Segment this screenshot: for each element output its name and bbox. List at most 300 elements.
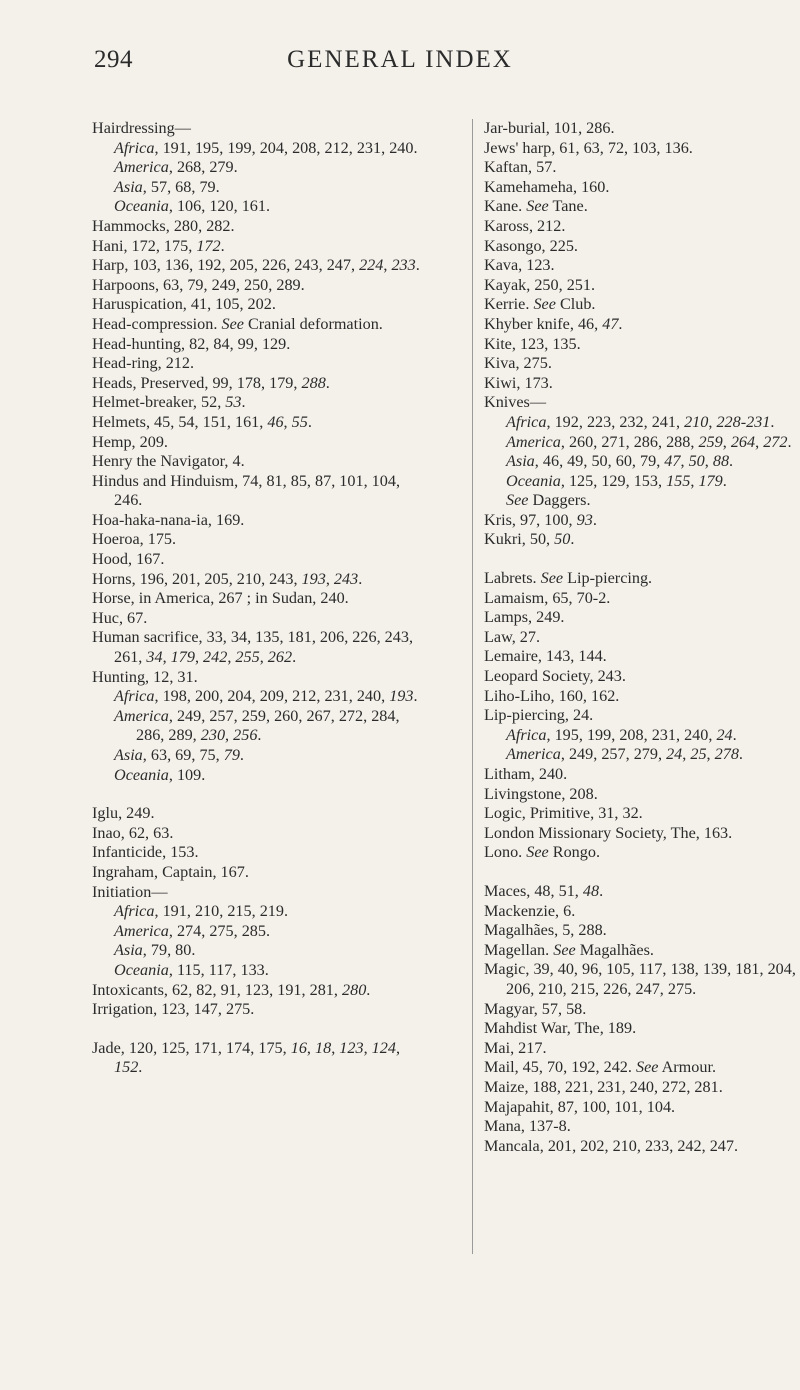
entry-text: Harp, 103, 136, 192, 205, 226, 243, 247,: [92, 256, 360, 275]
index-entry: [484, 1058, 800, 1078]
entry-text: 243: [333, 569, 359, 588]
entry-text: Asia: [114, 746, 143, 764]
running-title: GENERAL INDEX: [287, 46, 513, 73]
index-entry: [92, 530, 422, 550]
entry-text: ,: [331, 1038, 340, 1057]
entry-text: America: [114, 921, 169, 940]
entry-text: Kava, 123.: [484, 256, 555, 275]
index-entry: [484, 647, 800, 667]
entry-text: Hairdressing—: [92, 119, 191, 137]
index-entry: [484, 628, 800, 648]
entry-text: Kiwi, 173.: [484, 373, 553, 392]
entry-text: Mancala, 201, 202, 210, 233, 242, 247.: [484, 1136, 739, 1155]
entry-text: , 274, 275, 285.: [168, 921, 271, 940]
index-entry: [484, 824, 800, 844]
index-entry: [484, 1117, 800, 1137]
index-entry: [92, 452, 422, 472]
entry-text: Kaross, 212.: [484, 216, 566, 235]
entry-text: ,: [682, 745, 691, 764]
entry-text: Khyber knife, 46,: [484, 314, 603, 333]
entry-text: 93: [576, 510, 593, 529]
index-subentry: [484, 472, 800, 492]
index-subentry: [484, 433, 800, 453]
entry-text: ,: [704, 452, 713, 471]
index-entry: [484, 843, 800, 863]
index-entry: [92, 433, 422, 453]
entry-text: .: [220, 236, 225, 255]
entry-text: Head-ring, 212.: [92, 354, 195, 373]
entry-text: 228-231: [716, 412, 771, 431]
entry-text: 230: [200, 726, 226, 745]
entry-text: , 249, 257, 279,: [560, 745, 667, 764]
entry-text: , 249, 257, 259, 260, 267, 272, 284, 286, 289,: [136, 706, 400, 745]
entry-text: Mail, 45, 70, 192, 242.: [484, 1058, 636, 1077]
index-entry: [484, 295, 800, 315]
index-entry: [484, 119, 800, 139]
entry-text: ,: [363, 1038, 372, 1057]
entry-text: Africa: [114, 687, 155, 706]
index-entry: [484, 217, 800, 237]
index-entry: [484, 1078, 800, 1098]
entry-text: ,: [383, 256, 392, 275]
entry-text: Infanticide, 153.: [92, 843, 199, 862]
index-entry: [484, 687, 800, 707]
entry-text: Labrets.: [484, 569, 541, 588]
index-entry: [92, 981, 422, 1001]
entry-text: .: [570, 530, 575, 549]
entry-text: Head-compression.: [92, 314, 222, 333]
index-entry: [92, 217, 422, 237]
entry-text: 210: [684, 412, 709, 431]
index-entry: [484, 608, 800, 628]
entry-text: Litham, 240.: [484, 765, 568, 783]
index-entry: [484, 706, 800, 726]
entry-text: ,: [162, 648, 171, 667]
entry-text: ,: [306, 1038, 316, 1057]
entry-text: , 57, 68, 79.: [142, 177, 220, 196]
entry-text: 193: [301, 569, 326, 588]
index-subentry: [484, 726, 800, 746]
entry-text: Armour.: [658, 1058, 717, 1077]
entry-text: 47: [602, 314, 619, 333]
index-entry: [92, 609, 422, 629]
index-subentry: [92, 178, 422, 198]
entry-text: See: [526, 843, 549, 862]
index-entry: [484, 902, 800, 922]
entry-text: Henry the Navigator, 4.: [92, 452, 245, 471]
entry-text: 25: [690, 745, 707, 764]
entry-text: Kayak, 250, 251.: [484, 275, 596, 294]
entry-text: ,: [395, 1038, 400, 1057]
entry-text: Magic, 39, 40, 96, 105, 117, 138, 139, 181, 204, 206, 210, 215, 226, 247, 275.: [484, 960, 796, 998]
entry-text: .: [241, 393, 246, 412]
entry-text: Hoeroa, 175.: [92, 530, 177, 549]
entry-text: Cranial deformation.: [243, 314, 383, 333]
entry-text: Head-hunting, 82, 84, 99, 129.: [92, 334, 291, 353]
entry-text: Jar-burial, 101, 286.: [484, 119, 615, 137]
entry-text: Magalhães, 5, 288.: [484, 921, 607, 940]
entry-text: 16: [290, 1038, 307, 1057]
entry-text: Kamehameha, 160.: [484, 177, 610, 196]
entry-text: 233: [391, 256, 416, 275]
entry-text: Hani, 172, 175,: [92, 236, 197, 255]
entry-text: Ingraham, Captain, 167.: [92, 862, 249, 881]
entry-text: Africa: [506, 412, 547, 431]
entry-text: America: [506, 432, 561, 451]
index-subentry: [484, 452, 800, 472]
entry-text: , 63, 69, 75,: [142, 746, 224, 764]
letter-section-break: [92, 785, 422, 804]
entry-text: Maize, 188, 221, 231, 240, 272, 281.: [484, 1077, 723, 1096]
entry-text: 155: [666, 471, 691, 490]
entry-text: Heads, Preserved, 99, 178, 179,: [92, 373, 302, 392]
index-entry: [484, 354, 800, 374]
entry-text: .: [292, 648, 297, 667]
entry-text: Hood, 167.: [92, 550, 165, 569]
entry-text: Leopard Society, 243.: [484, 667, 626, 686]
entry-text: .: [325, 373, 330, 392]
entry-text: See: [533, 295, 556, 314]
entry-text: ,: [706, 745, 715, 764]
entry-text: Kaftan, 57.: [484, 158, 557, 177]
entry-text: Oceania: [114, 765, 169, 784]
entry-text: See: [635, 1058, 659, 1077]
entry-text: America: [114, 158, 169, 177]
entry-text: 278: [714, 745, 739, 764]
entry-text: .: [413, 687, 418, 706]
index-entry: [484, 765, 800, 785]
index-entry: [92, 1000, 422, 1020]
entry-text: Haruspication, 41, 105, 202.: [92, 295, 276, 314]
index-entry: [92, 883, 422, 903]
entry-text: Kane.: [484, 197, 527, 216]
index-subentry: [92, 746, 422, 766]
entry-text: Asia: [114, 941, 143, 960]
entry-text: .: [358, 569, 363, 588]
entry-text: Kiva, 275.: [484, 354, 552, 373]
index-entry: [92, 472, 422, 511]
index-entry: [484, 882, 800, 902]
entry-text: 88: [712, 452, 730, 471]
entry-text: Lamaism, 65, 70-2.: [484, 588, 611, 607]
entry-text: 34: [146, 648, 163, 667]
entry-text: Asia: [506, 452, 535, 471]
entry-text: Mana, 137-8.: [484, 1117, 571, 1136]
entry-text: .: [599, 881, 604, 900]
entry-text: 288: [301, 373, 326, 392]
entry-text: Hemp, 209.: [92, 432, 168, 451]
index-entry: [484, 804, 800, 824]
entry-text: Daggers.: [528, 491, 591, 510]
index-entry: [484, 237, 800, 257]
entry-text: Jews' harp, 61, 63, 72, 103, 136.: [484, 138, 693, 157]
index-entry: [92, 824, 422, 844]
index-entry: [484, 178, 800, 198]
index-entry: [484, 1098, 800, 1118]
entry-text: , 115, 117, 133.: [168, 960, 269, 979]
entry-text: , 192, 223, 232, 241,: [546, 412, 685, 431]
entry-text: 24: [716, 725, 733, 744]
index-column-right: [484, 119, 800, 1156]
entry-text: Huc, 67.: [92, 608, 148, 627]
entry-text: Hoa-haka-nana-ia, 169.: [92, 510, 245, 529]
entry-text: ,: [194, 648, 204, 667]
entry-text: See: [506, 491, 529, 510]
index-entry: [92, 550, 422, 570]
index-entry: [92, 863, 422, 883]
index-entry: [484, 1000, 800, 1020]
index-entry: [484, 511, 800, 531]
entry-text: Lip-piercing, 24.: [484, 706, 594, 725]
index-entry: [484, 530, 800, 550]
index-entry: [484, 941, 800, 961]
index-entry: [92, 804, 422, 824]
entry-text: Liho-Liho, 160, 162.: [484, 686, 620, 705]
entry-text: America: [506, 745, 561, 764]
entry-text: Rongo.: [548, 843, 601, 862]
entry-text: 262: [267, 648, 293, 667]
entry-text: Magellan.: [484, 940, 554, 959]
index-entry: [484, 393, 800, 413]
entry-text: 53: [225, 393, 242, 412]
entry-text: Magyar, 57, 58.: [484, 999, 587, 1018]
entry-text: Jade, 120, 125, 171, 174, 175,: [92, 1038, 291, 1057]
index-subentry: [484, 745, 800, 765]
entry-text: 55: [291, 412, 308, 431]
entry-text: 46: [267, 412, 284, 431]
entry-text: Asia: [114, 177, 143, 196]
entry-text: Mackenzie, 6.: [484, 901, 576, 920]
entry-text: 256: [233, 726, 258, 745]
entry-text: Harpoons, 63, 79, 249, 250, 289.: [92, 275, 305, 294]
index-entry: [92, 315, 422, 335]
entry-text: Kerrie.: [484, 295, 534, 314]
index-entry: [484, 785, 800, 805]
index-subentry: [92, 197, 422, 217]
entry-text: .: [257, 726, 262, 745]
index-entry: [92, 237, 422, 257]
index-subentry: [92, 922, 422, 942]
index-entry: [484, 197, 800, 217]
entry-text: .: [770, 412, 775, 431]
entry-text: 179: [170, 648, 195, 667]
entry-text: America: [114, 706, 169, 725]
index-entry: [92, 256, 422, 276]
entry-text: Helmets, 45, 54, 151, 161,: [92, 412, 268, 431]
index-entry: [484, 569, 800, 589]
entry-text: Oceania: [114, 197, 169, 216]
entry-text: Lono.: [484, 843, 527, 862]
entry-text: Africa: [506, 725, 547, 744]
index-entry: [92, 393, 422, 413]
entry-text: 152: [114, 1058, 139, 1077]
entry-text: .: [722, 471, 727, 490]
entry-text: Inao, 62, 63.: [92, 823, 174, 842]
entry-text: ,: [283, 412, 292, 431]
entry-text: , 109.: [168, 765, 206, 784]
entry-text: Oceania: [114, 960, 169, 979]
index-entry: [484, 139, 800, 159]
entry-text: 272: [763, 432, 788, 451]
index-entry: [92, 1039, 422, 1078]
entry-text: Horse, in America, 267 ; in Sudan, 240.: [92, 589, 349, 608]
entry-text: Lamps, 249.: [484, 608, 565, 627]
index-entry: [484, 667, 800, 687]
index-subentry: [92, 687, 422, 707]
index-entry: [92, 628, 422, 667]
index-subentry: [92, 961, 422, 981]
index-subentry: [484, 413, 800, 433]
entry-text: 264: [730, 432, 756, 451]
index-entry: [92, 511, 422, 531]
entry-text: Club.: [555, 295, 596, 314]
entry-text: .: [138, 1058, 143, 1077]
entry-text: Lemaire, 143, 144.: [484, 647, 607, 666]
entry-text: ,: [680, 452, 689, 471]
entry-text: , 46, 49, 50, 60, 79,: [534, 452, 665, 471]
index-entry: [484, 158, 800, 178]
page-number: 294: [94, 46, 133, 73]
entry-text: 50: [554, 530, 571, 549]
entry-text: ,: [755, 432, 764, 451]
entry-text: London Missionary Society, The, 163.: [484, 823, 733, 842]
index-entry: [484, 1039, 800, 1059]
entry-text: Kite, 123, 135.: [484, 334, 581, 353]
index-subentry: [92, 941, 422, 961]
entry-text: Irrigation, 123, 147, 275.: [92, 1000, 255, 1019]
entry-text: .: [787, 432, 792, 451]
index-subentry: [92, 158, 422, 178]
index-entry: [484, 335, 800, 355]
entry-text: .: [415, 256, 420, 275]
index-entry: [484, 1137, 800, 1157]
entry-text: Mahdist War, The, 189.: [484, 1019, 637, 1038]
entry-text: 172: [196, 236, 221, 255]
entry-text: Majapahit, 87, 100, 101, 104.: [484, 1097, 676, 1116]
column-divider: [472, 119, 473, 1254]
index-entry: [92, 276, 422, 296]
index-entry: [92, 668, 422, 688]
index-entry: [92, 843, 422, 863]
letter-section-break: [484, 550, 800, 569]
entry-text: Kris, 97, 100,: [484, 510, 577, 529]
entry-text: 79: [223, 746, 240, 764]
entry-text: Knives—: [484, 393, 547, 412]
entry-text: 123: [339, 1038, 364, 1057]
index-entry: [484, 921, 800, 941]
index-entry: [92, 589, 422, 609]
entry-text: ,: [325, 569, 334, 588]
entry-text: Livingstone, 208.: [484, 784, 598, 803]
entry-text: Logic, Primitive, 31, 32.: [484, 804, 643, 823]
entry-text: Kukri, 50,: [484, 530, 555, 549]
page-header: [0, 46, 800, 76]
entry-text: Oceania: [506, 471, 561, 490]
entry-text: ,: [722, 432, 731, 451]
entry-text: 259: [698, 432, 723, 451]
index-entry: [484, 1019, 800, 1039]
entry-text: .: [592, 510, 597, 529]
entry-text: Hindus and Hinduism, 74, 81, 85, 87, 101, 104, 246.: [92, 471, 401, 510]
index-entry: [92, 295, 422, 315]
entry-text: 48: [582, 881, 600, 900]
index-subentry: [484, 491, 800, 511]
entry-text: , 106, 120, 161.: [168, 197, 271, 216]
entry-text: 50: [688, 452, 705, 471]
entry-text: Helmet-breaker, 52,: [92, 393, 226, 412]
entry-text: Iglu, 249.: [92, 804, 155, 823]
entry-text: .: [738, 745, 743, 764]
entry-text: Magalhães.: [575, 940, 654, 959]
index-entry: [484, 256, 800, 276]
entry-text: Hunting, 12, 31.: [92, 667, 198, 686]
index-subentry: [92, 902, 422, 922]
entry-text: .: [729, 452, 734, 471]
index-entry: [484, 374, 800, 394]
index-entry: [92, 335, 422, 355]
entry-text: See: [526, 197, 549, 216]
entry-text: .: [307, 412, 312, 431]
entry-text: .: [618, 314, 623, 333]
entry-text: Kasongo, 225.: [484, 236, 578, 255]
index-entry: [484, 960, 800, 999]
entry-text: Maces, 48, 51,: [484, 881, 583, 900]
entry-text: .: [732, 725, 737, 744]
entry-text: Africa: [114, 138, 155, 157]
entry-text: Lip-piercing.: [563, 569, 653, 588]
index-entry: [484, 276, 800, 296]
entry-text: , 260, 271, 286, 288,: [560, 432, 699, 451]
letter-section-break: [92, 1020, 422, 1039]
index-entry: [484, 315, 800, 335]
entry-text: 18: [315, 1038, 332, 1057]
entry-text: Horns, 196, 201, 205, 210, 243,: [92, 569, 302, 588]
entry-text: 24: [666, 745, 683, 764]
index-subentry: [92, 766, 422, 786]
entry-text: ,: [259, 648, 268, 667]
entry-text: Tane.: [548, 197, 588, 216]
index-entry: [484, 589, 800, 609]
index-entry: [92, 374, 422, 394]
entry-text: , 195, 199, 208, 231, 240,: [546, 725, 717, 744]
index-subentry: [92, 139, 422, 159]
index-subentry: [92, 707, 422, 746]
entry-text: See: [221, 314, 244, 333]
entry-text: ,: [227, 648, 236, 667]
index-column-left: [92, 119, 422, 1078]
entry-text: ,: [708, 412, 717, 431]
entry-text: Mai, 217.: [484, 1038, 547, 1057]
entry-text: , 198, 200, 204, 209, 212, 231, 240,: [154, 687, 390, 706]
entry-text: 179: [698, 471, 723, 490]
entry-text: Law, 27.: [484, 627, 541, 646]
entry-text: , 79, 80.: [142, 941, 196, 960]
entry-text: 280: [342, 980, 367, 999]
index-entry: [92, 570, 422, 590]
entry-text: , 125, 129, 153,: [560, 471, 667, 490]
entry-text: Hammocks, 280, 282.: [92, 216, 235, 235]
entry-text: 47: [664, 452, 681, 471]
index-entry: [92, 354, 422, 374]
entry-text: , 191, 195, 199, 204, 208, 212, 231, 240.: [154, 138, 418, 157]
entry-text: ,: [690, 471, 699, 490]
entry-text: See: [540, 569, 564, 588]
entry-text: Initiation—: [92, 882, 168, 901]
entry-text: ,: [225, 726, 234, 745]
entry-text: Africa: [114, 902, 155, 921]
entry-text: 224: [359, 256, 384, 275]
letter-section-break: [484, 863, 800, 882]
